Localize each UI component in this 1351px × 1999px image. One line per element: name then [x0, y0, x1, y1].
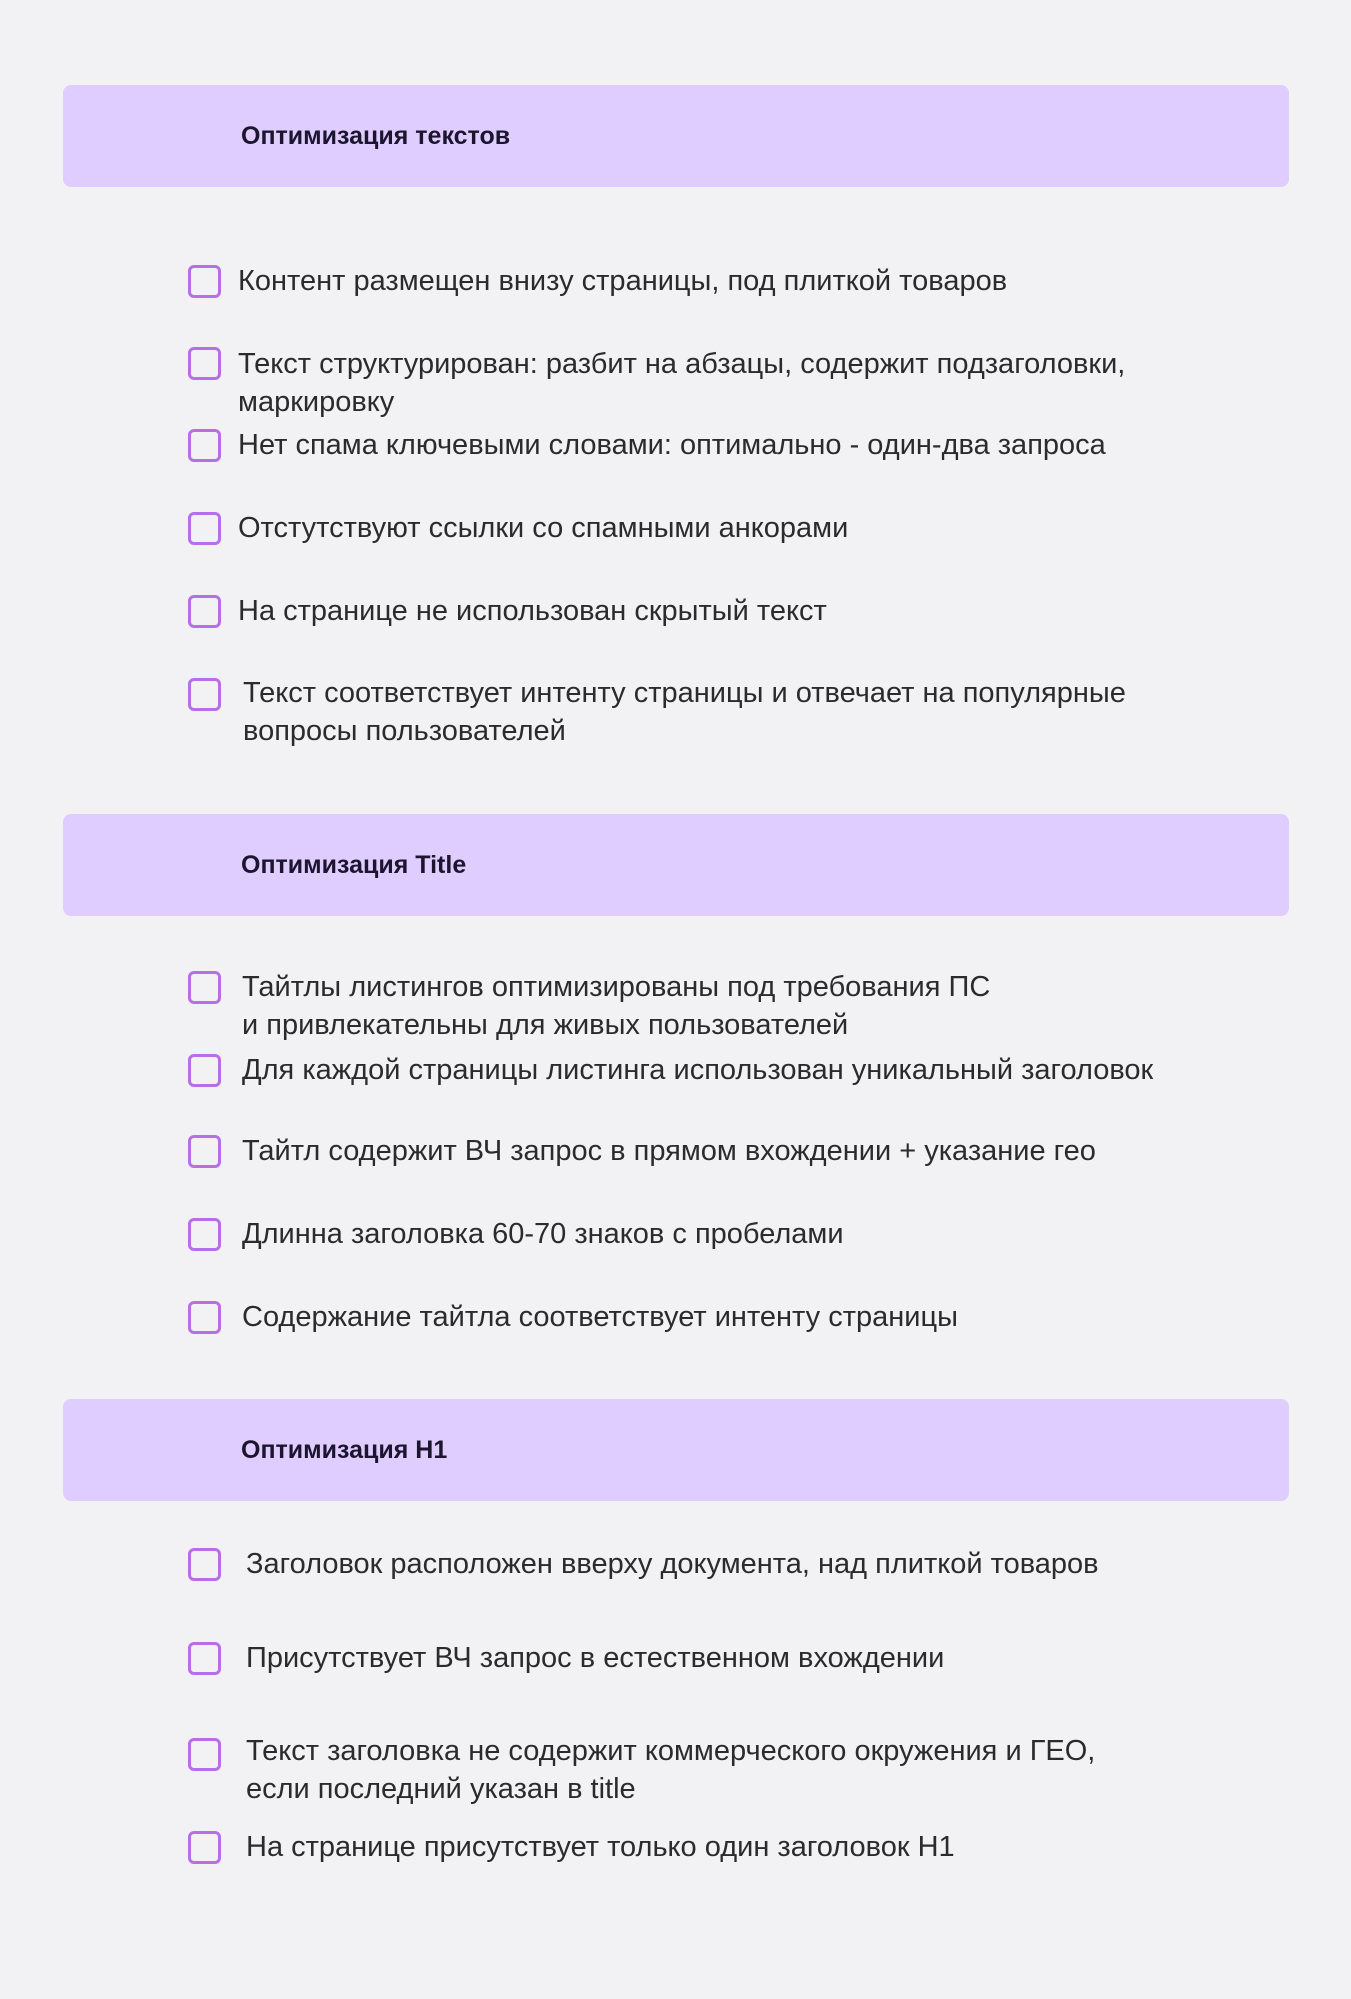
section-header-title	[63, 814, 1289, 916]
checkbox[interactable]	[188, 512, 221, 545]
checkbox[interactable]	[188, 1301, 221, 1334]
checkbox[interactable]	[188, 265, 221, 298]
checkbox[interactable]	[188, 971, 221, 1004]
item-label: Отстутствуют ссылки со спамными анкорами	[238, 512, 849, 544]
item-label: Содержание тайтла соответствует интенту страницы	[242, 1301, 958, 1333]
item-label: Нет спама ключевыми словами: оптимально - один-два запроса	[238, 429, 1106, 461]
section-title: Оптимизация текстов	[241, 122, 511, 150]
checkbox[interactable]	[188, 1642, 221, 1675]
item-label: Присутствует ВЧ запрос в естественном вхождении	[246, 1642, 945, 1674]
checkbox[interactable]	[188, 1831, 221, 1864]
item-label: На странице не использован скрытый текст	[238, 595, 827, 627]
section-title: Оптимизация H1	[241, 1436, 448, 1464]
checkbox[interactable]	[188, 1054, 221, 1087]
checkbox[interactable]	[188, 429, 221, 462]
item-label: Текст структурирован: разбит на абзацы, содержит подзаголовки, маркировку	[238, 348, 1126, 418]
item-label: Заголовок расположен вверху документа, над плиткой товаров	[246, 1548, 1099, 1580]
section-header-h1	[63, 1399, 1289, 1501]
checkbox[interactable]	[188, 1135, 221, 1168]
checkbox[interactable]	[188, 1218, 221, 1251]
section-title: Оптимизация Title	[241, 851, 467, 879]
section-header-texts	[63, 85, 1289, 187]
checkbox[interactable]	[188, 1548, 221, 1581]
checkbox[interactable]	[188, 595, 221, 628]
checkbox[interactable]	[188, 1738, 221, 1771]
item-label: Текст заголовка не содержит коммерческого окружения и ГЕО, если последний указан в title	[246, 1735, 1096, 1805]
item-label: Для каждой страницы листинга использован уникальный заголовок	[242, 1054, 1154, 1086]
item-label: Контент размещен внизу страницы, под плиткой товаров	[238, 265, 1008, 297]
item-label: Тайтл содержит ВЧ запрос в прямом вхождении + указание гео	[242, 1135, 1096, 1167]
checkbox[interactable]	[188, 347, 221, 380]
item-label: Текст соответствует интенту страницы и отвечает на популярные вопросы пользователей	[243, 677, 1126, 747]
checkbox[interactable]	[188, 678, 221, 711]
item-label: Тайтлы листингов оптимизированы под требования ПС и привлекательны для живых пользователей	[242, 971, 991, 1041]
item-label: Длинна заголовка 60-70 знаков с пробелами	[242, 1218, 844, 1250]
item-label: На странице присутствует только один заголовок H1	[246, 1831, 955, 1863]
